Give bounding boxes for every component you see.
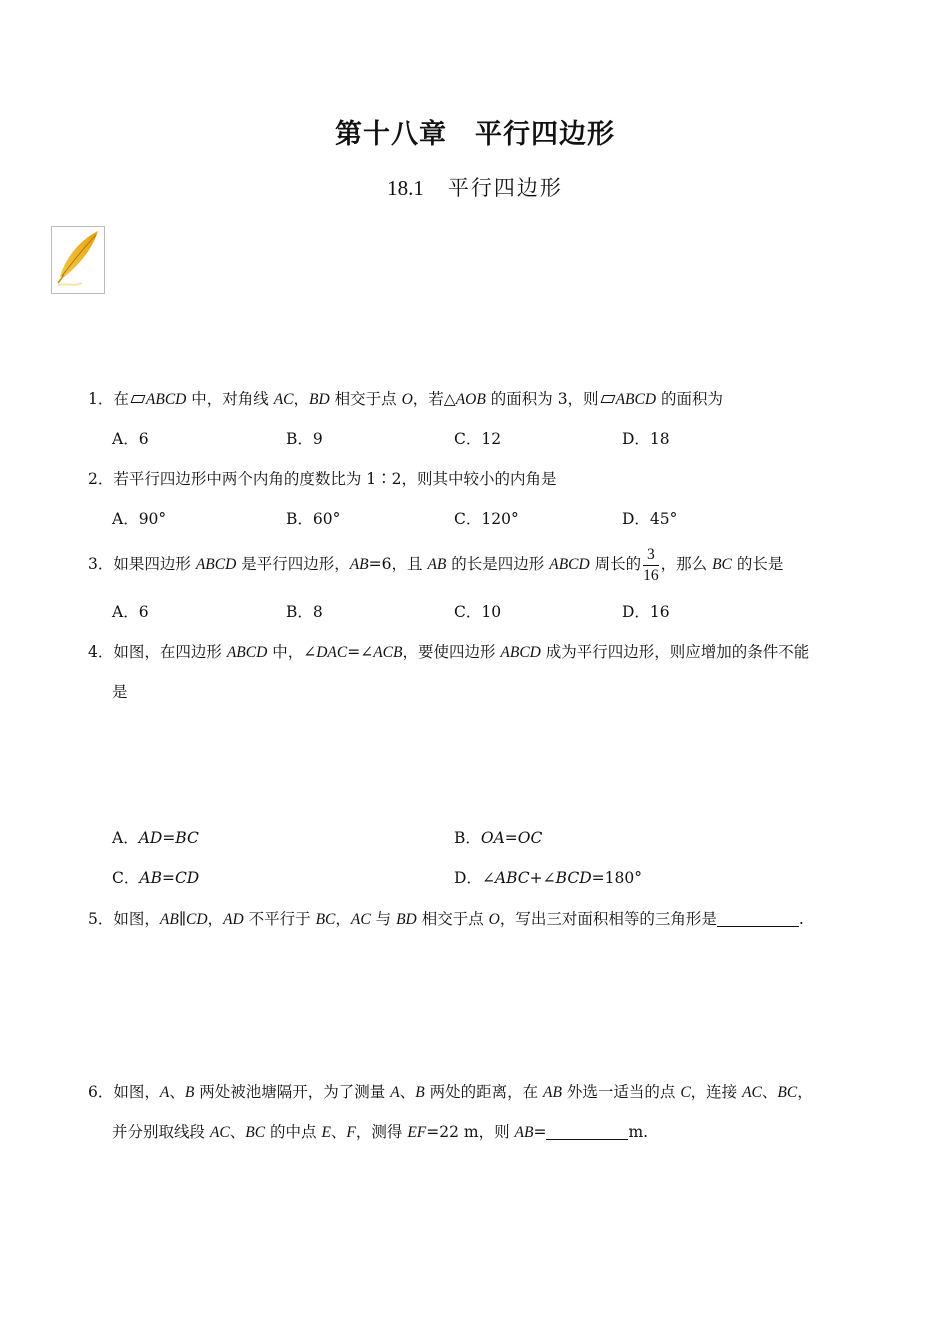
question-number: 2． (88, 470, 114, 488)
question-number: 5． (88, 910, 114, 928)
option-a: A．6 (112, 430, 149, 448)
option-d: D．∠ABC+∠BCD=180° (454, 869, 642, 887)
option-d: D．16 (622, 603, 670, 621)
chapter-title: 第十八章 平行四边形 (335, 119, 615, 150)
section-title: 平行四边形 (447, 176, 563, 200)
parallelogram-icon (130, 395, 145, 403)
question-number: 6． (88, 1083, 114, 1101)
fraction (643, 545, 659, 586)
option-c: C．10 (454, 603, 502, 621)
option-c: C．120° (454, 510, 519, 528)
answer-blank[interactable] (546, 1124, 628, 1140)
fraction-numerator: 3 (643, 545, 659, 566)
section-heading (0, 172, 950, 202)
option-c: C．AB=CD (112, 869, 200, 887)
question-5: 5．如图，AB∥CD，AD 不平行于 BC，AC 与 BD 相交于点 O，写出三对面积相等的三角形是 . (88, 910, 804, 928)
question-4: 4．如图，在四边形 ABCD 中，∠DAC=∠ACB，要使四边形 ABCD 成为平行四边形，则应增加的条件不能 (88, 643, 810, 661)
question-number: 1． (88, 390, 114, 408)
question-3: 3．如果四边形 ABCD 是平行四边形，AB=6，且 AB 的长是四边形 ABCD 周长的 $\frac{3}{16}$ ，那么 BC 的长是 (88, 545, 784, 584)
feather-pen-icon (51, 226, 105, 294)
option-c: C．12 (454, 430, 502, 448)
question-6-continued: 并分别取线段 AC、BC 的中点 E、F，测得 EF=22 m，则 AB= m. (112, 1123, 649, 1141)
option-b: B．9 (286, 430, 323, 448)
option-b: B．OA=OC (454, 829, 543, 847)
fraction-denominator: 16 (643, 566, 659, 584)
option-a: A．90° (112, 510, 167, 528)
option-a: A．AD=BC (112, 829, 199, 847)
option-d: D．18 (622, 430, 670, 448)
option-b: B．8 (286, 603, 323, 621)
question-2: 2．若平行四边形中两个内角的度数比为 1∶2，则其中较小的内角是 (88, 470, 557, 488)
question-number: 4． (88, 643, 114, 661)
section-number: 18.1 (387, 176, 424, 200)
option-a: A．6 (112, 603, 149, 621)
answer-blank[interactable] (717, 911, 799, 927)
parallelogram-icon (600, 395, 615, 403)
question-1: 1．在 ABCD 中，对角线 AC，BD 相交于点 O，若△AOB 的面积为 3，则 ABCD 的面积为 (88, 390, 723, 408)
question-6: 6．如图，A、B 两处被池塘隔开，为了测量 A、B 两处的距离，在 AB 外选一适当的点 C，连接 AC、BC， (88, 1083, 813, 1101)
option-d: D．45° (622, 510, 678, 528)
question-4-continued: 是 (112, 683, 128, 701)
option-b: B．60° (286, 510, 341, 528)
question-number: 3． (88, 555, 114, 573)
